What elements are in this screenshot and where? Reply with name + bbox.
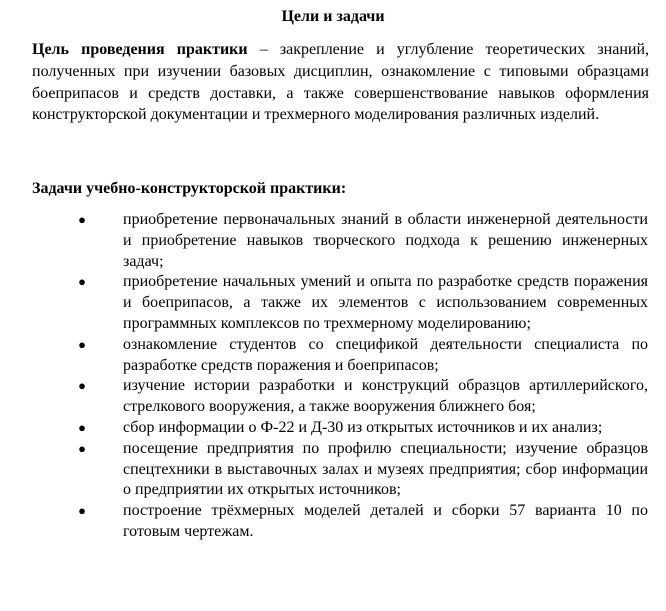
bullet-icon: ● [78, 503, 86, 519]
bullet-icon: ● [78, 440, 86, 456]
task-item [0, 439, 666, 501]
task-text: приобретение первоначальных знаний в области инженерной деятельности и приобретение навыков творческого подхода к решению инженерных задач; [123, 211, 648, 270]
task-list [0, 210, 666, 543]
goal-lead: Цель проведения практики [32, 41, 248, 58]
bullet-icon: ● [78, 378, 86, 394]
tasks-heading: Задачи учебно-конструкторской практики: [32, 180, 347, 197]
task-text: сбор информации о Ф-22 и Д-30 из открытых источников и их анализ; [123, 418, 603, 436]
task-item [0, 272, 666, 334]
page-title: Цели и задачи [281, 8, 385, 25]
task-item [0, 418, 666, 439]
task-text: приобретение начальных умений и опыта по разработке средств поражения и боеприпасов, а также их элементов с использованием современных программных комплексов по трехмерному моделированию; [123, 273, 648, 332]
task-item [0, 210, 666, 272]
task-item [0, 335, 666, 377]
task-item [0, 376, 666, 418]
bullet-icon: ● [78, 212, 86, 227]
task-text: изучение истории разработки и конструкций образцов артиллерийского, стрелкового вооружения, а также вооружения ближнего боя; [123, 377, 648, 416]
bullet-icon: ● [78, 419, 86, 435]
goal-paragraph [32, 39, 649, 126]
task-text: построение трёхмерных моделей деталей и сборки 57 варианта 10 по готовым чертежам. [123, 502, 648, 540]
bullet-icon: ● [78, 274, 86, 290]
bullet-icon: ● [78, 336, 86, 352]
task-text: ознакомление студентов со спецификой деятельности специалиста по разработке средств поражения и боеприпасов; [123, 335, 648, 374]
task-item [0, 501, 666, 543]
task-text: посещение предприятия по профилю специальности; изучение образцов спецтехники в выставочных залах и музеях предприятия; сбор информации о предприятии их открытых источников; [123, 439, 648, 499]
goal-text: – закрепление и углубление теоретических знаний, полученных при изучении базовых дисциплин, ознакомление с типовыми образцами боеприпасов и средств доставки, а также совершенствование навыков оформления конструкторской документации и трехмерного моделирования различных изделий. [32, 41, 650, 124]
